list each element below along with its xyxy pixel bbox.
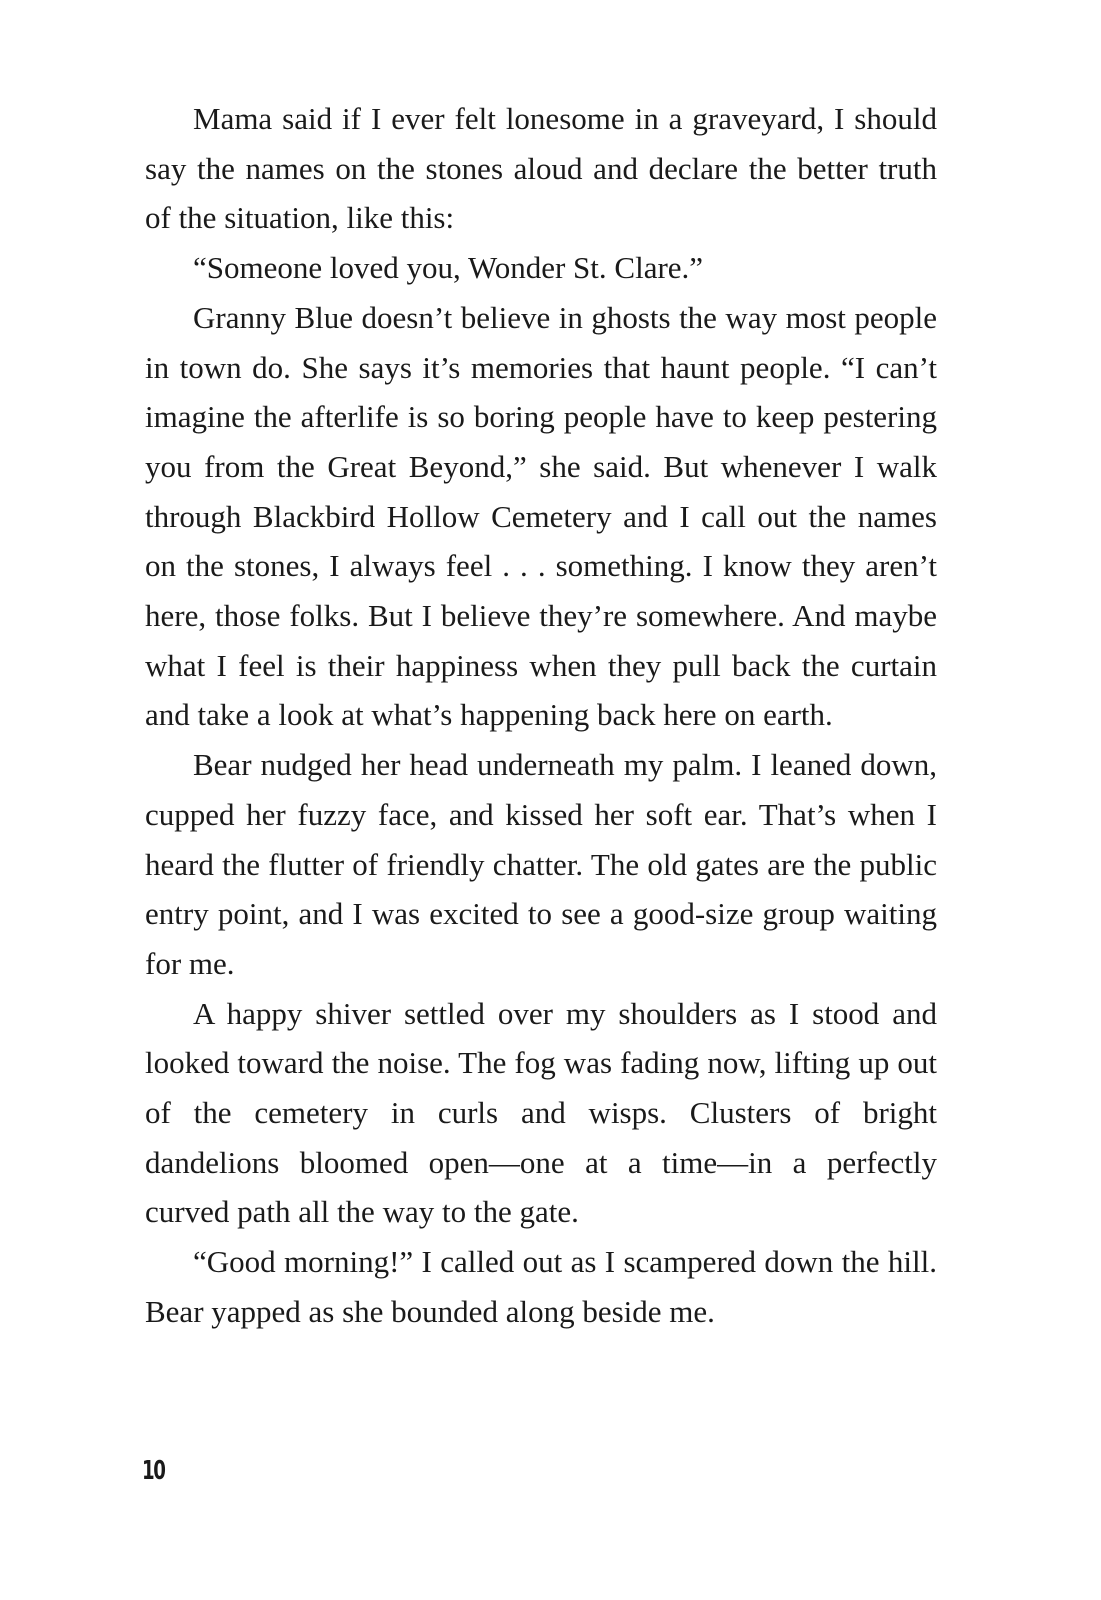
paragraph-4: Bear nudged her head underneath my palm. I leaned down, cupped her fuzzy face, and kissed her soft ear. That’s when I heard the flutter of friendly chatter. The old gates are the public entry point, and I was excited to see a good-size group waiting for me. (145, 747, 937, 981)
paragraph-3: Granny Blue doesn’t believe in ghosts the way most people in town do. She says it’s memories that haunt people. “I can’t imagine the afterlife is so boring people have to keep pestering you from the Great Beyond,” she said. But whenever I walk through Blackbird Hollow Cemetery and I call out the names on the stones, I always feel . . . something. I know they aren’t here, those folks. But I believe they’re somewhere. And maybe what I feel is their happiness when they pull back the curtain and take a look at what’s happening back here on earth. (145, 299, 937, 733)
paragraph-2: “Someone loved you, Wonder St. Clare.” (193, 250, 704, 286)
page-number: 10 (142, 1456, 165, 1486)
paragraph-5: A happy shiver settled over my shoulders as I stood and looked toward the noise. The fog was fading now, lifting up out of the cemetery in curls and wisps. Clusters of bright dandelions bloomed open—one at a time—in a perfectly curved path all the way to the gate. (145, 995, 937, 1230)
body-text (145, 94, 937, 1337)
paragraph-1: Mama said if I ever felt lonesome in a graveyard, I should say the names on the stones aloud and declare the better truth of the situation, like this: (145, 101, 937, 236)
paragraph-6: “Good morning!” I called out as I scampered down the hill. Bear yapped as she bounded along beside me. (145, 1244, 937, 1329)
